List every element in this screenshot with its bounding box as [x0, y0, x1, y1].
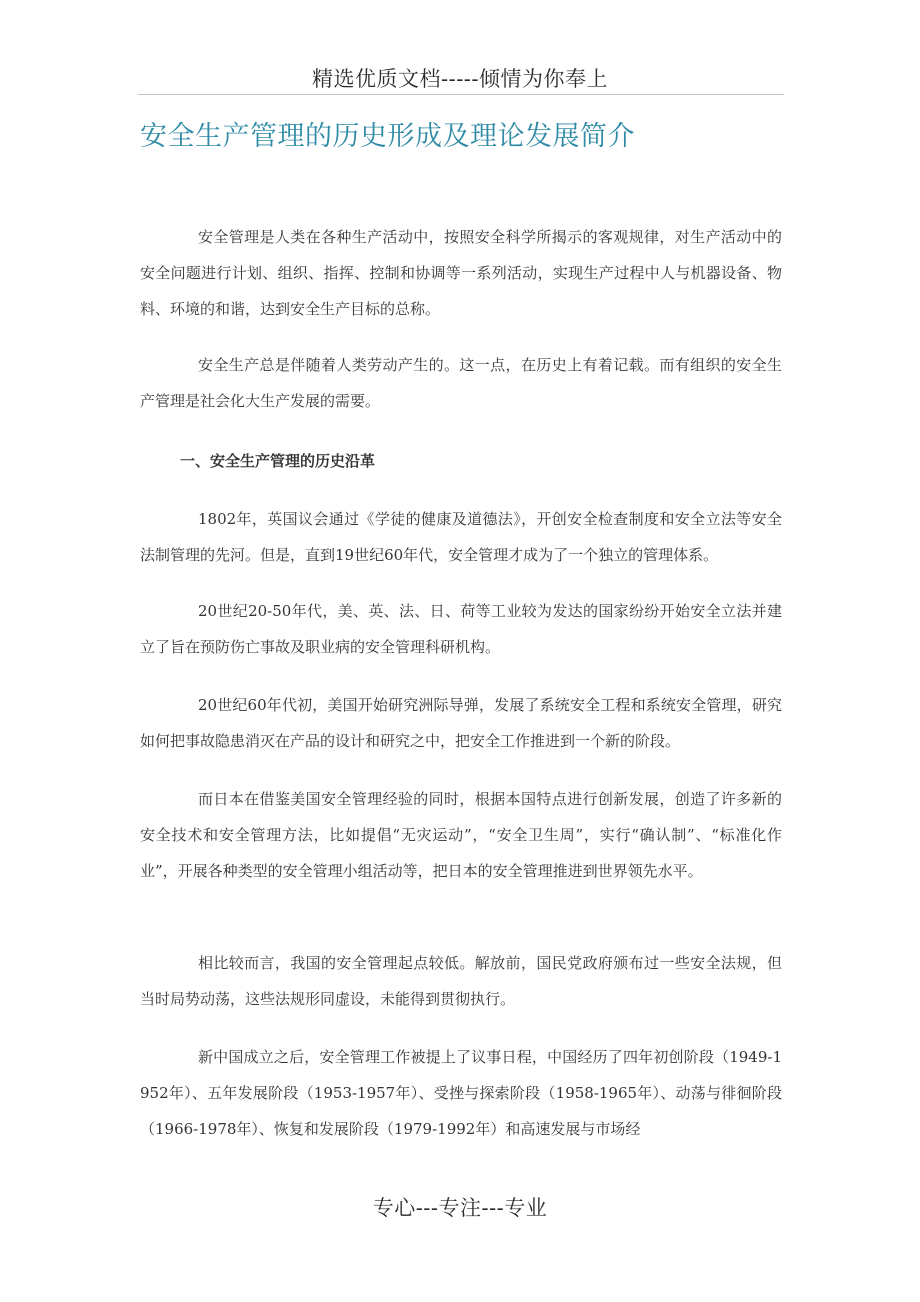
page-header: 精选优质文档-----倾情为你奉上	[312, 67, 608, 91]
header-divider	[138, 94, 784, 95]
history-paragraph-new-china: 新中国成立之后，安全管理工作被提上了议事日程，中国经历了四年初创阶段（1949-1952年）、五年发展阶段（1953-1957年）、受挫与探索阶段（1958-1965年）、动荡与徘徊阶段（1966-1978年）、恢复和发展阶段（1979-1992年）和高速发展与市场经	[140, 1048, 782, 1138]
history-paragraph-japan: 而日本在借鉴美国安全管理经验的同时，根据本国特点进行创新发展，创造了许多新的安全技术和安全管理方法，比如提倡“无灾运动”，“安全卫生周”，实行“确认制”、“标准化作业”，开展各种类型的安全管理小组活动等，把日本的安全管理推进到世界领先水平。	[140, 790, 782, 880]
history-paragraph-1802: 1802年，英国议会通过《学徒的健康及道德法》，开创安全检查制度和安全立法等安全法制管理的先河。但是，直到19世纪60年代，安全管理才成为了一个独立的管理体系。	[140, 510, 782, 564]
document-title: 安全生产管理的历史形成及理论发展简介	[140, 121, 635, 152]
intro-paragraph-2: 安全生产总是伴随着人类劳动产生的。这一点，在历史上有着记载。而有组织的安全生产管理是社会化大生产发展的需要。	[140, 356, 782, 410]
section-heading-history: 一、安全生产管理的历史沿革	[180, 452, 376, 470]
history-paragraph-1960s: 20世纪60年代初，美国开始研究洲际导弹，发展了系统安全工程和系统安全管理，研究如何把事故隐患消灭在产品的设计和研究之中，把安全工作推进到一个新的阶段。	[140, 696, 782, 750]
history-paragraph-1920s: 20世纪20-50年代，美、英、法、日、荷等工业较为发达的国家纷纷开始安全立法并建立了旨在预防伤亡事故及职业病的安全管理科研机构。	[140, 602, 782, 656]
history-paragraph-china-early: 相比较而言，我国的安全管理起点较低。解放前，国民党政府颁布过一些安全法规，但当时局势动荡，这些法规形同虚设，未能得到贯彻执行。	[140, 954, 782, 1008]
page-footer: 专心---专注---专业	[372, 1196, 548, 1220]
intro-paragraph-1: 安全管理是人类在各种生产活动中，按照安全科学所揭示的客观规律，对生产活动中的安全问题进行计划、组织、指挥、控制和协调等一系列活动，实现生产过程中人与机器设备、物料、环境的和谐，达到安全生产目标的总称。	[140, 228, 782, 318]
